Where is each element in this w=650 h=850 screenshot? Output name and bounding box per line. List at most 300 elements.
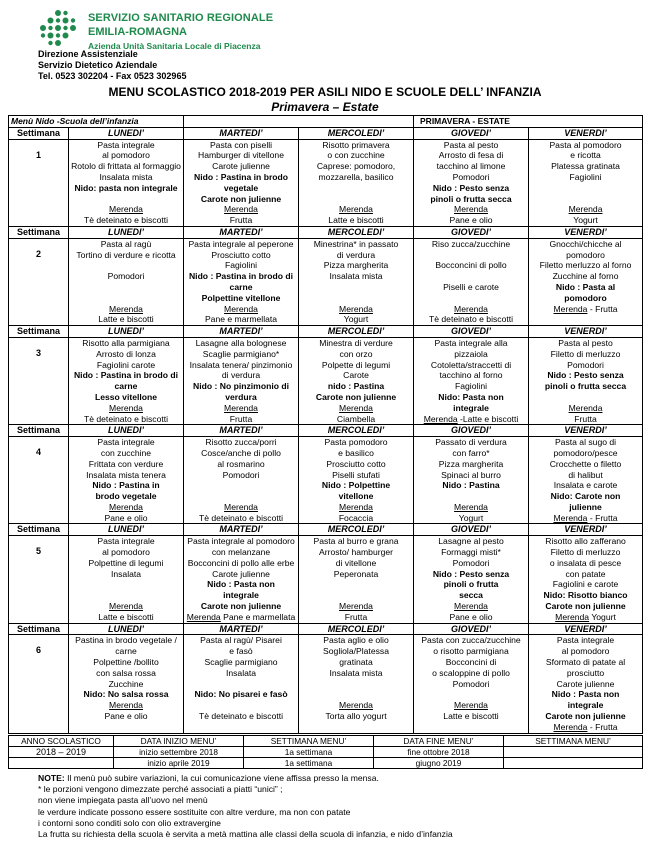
regional-logo xyxy=(38,8,78,48)
dish-line xyxy=(416,293,526,304)
settimana-label: Settimana xyxy=(9,326,69,338)
dish-line: Rotolo di frittata al formaggio xyxy=(71,161,181,172)
menu-cell xyxy=(299,437,414,524)
merenda-line: Merenda xyxy=(454,204,488,215)
menu-cell xyxy=(184,536,299,623)
dish-line: Polpettine /bollito xyxy=(93,657,159,668)
settimana-label: Settimana xyxy=(9,524,69,536)
dish-line: di verdura xyxy=(221,370,261,381)
merenda-label: Merenda xyxy=(553,303,588,314)
season-label: PRIMAVERA - ESTATE xyxy=(414,116,643,128)
day-header: MARTEDI’ xyxy=(184,127,299,139)
merenda-line: Merenda xyxy=(224,402,258,413)
dish-line: con salsa rossa xyxy=(96,667,156,678)
dish-line: di verdura xyxy=(336,249,376,260)
dish-line: Risotto zucca/porri xyxy=(205,437,277,448)
dish-line: Frittata con verdure xyxy=(88,458,164,469)
schedule-table xyxy=(8,735,643,769)
day-header: VENERDI’ xyxy=(529,524,643,536)
dish-line: al pomodoro xyxy=(102,547,150,558)
dish-line: Pomodori xyxy=(452,171,490,182)
dish-line: pomodoro/pesce xyxy=(553,447,618,458)
logo-dot xyxy=(40,25,46,31)
dish-line: Filetto merluzzo al forno xyxy=(539,260,632,271)
menu-cell xyxy=(184,139,299,226)
dish-line: Filetto di merluzzo xyxy=(550,547,621,558)
note-line: non viene impiegata pasta all’uovo nel menù xyxy=(38,795,208,806)
dish-line: Carote julienne xyxy=(556,678,615,689)
dish-line: Arrosto di lonza xyxy=(96,348,156,359)
week-number: 2 xyxy=(9,238,69,325)
merenda-line: Merenda xyxy=(339,700,373,711)
logo-dot xyxy=(63,33,69,39)
dish-line: Polpettine di legumi xyxy=(88,557,164,568)
dish-line: Pomodori xyxy=(452,678,490,689)
menu-cell xyxy=(529,635,643,733)
dish-line xyxy=(301,282,411,293)
dish-line: e fasò xyxy=(229,646,253,657)
dish-line: Piselli e carote xyxy=(443,281,499,292)
dish-line: Bocconcini di pollo alle erbe xyxy=(187,557,295,568)
day-header: MERCOLEDI’ xyxy=(299,127,414,139)
nido-variant: Nido : Pasta non xyxy=(551,689,620,700)
dish-line xyxy=(186,679,296,690)
nido-variant: verdura xyxy=(225,391,257,402)
dish-line: Pasta integrale xyxy=(97,536,155,547)
nido-variant: integrale xyxy=(453,402,489,413)
note-line: La frutta su richiesta della scuola è servita a metà mattina alle classi della scuola di infanzia, e nido d’infanzia xyxy=(38,829,453,840)
logo-dot xyxy=(71,18,75,22)
week-number: 1 xyxy=(9,139,69,226)
day-header: VENERDI’ xyxy=(529,425,643,437)
menu-cell xyxy=(414,238,529,325)
nido-variant: julienne xyxy=(569,501,602,512)
nido-variant: Nido : Pastina in brodo di xyxy=(73,370,179,381)
schedule-cell: inizio aprile 2019 xyxy=(114,758,244,769)
day-header: VENERDI’ xyxy=(529,127,643,139)
nido-variant: carne xyxy=(114,381,138,392)
nido-variant: Carote non julienne xyxy=(545,711,626,722)
dish-line: Latte e biscotti xyxy=(328,215,384,226)
note-line: i contorni sono conditi solo con olio extravergine xyxy=(38,817,221,828)
day-header: MERCOLEDI’ xyxy=(299,425,414,437)
org-name-line2: EMILIA-ROMAGNA xyxy=(88,26,187,38)
dish-line: e basilico xyxy=(338,447,374,458)
dish-line: Bocconcini di xyxy=(445,657,497,668)
dish-line: Piselli stufati xyxy=(332,469,380,480)
dish-line: al rosmarino xyxy=(217,458,265,469)
nido-variant: Nido : Pastina in brodo di xyxy=(188,271,294,282)
schedule-cell: inizio settembre 2018 xyxy=(114,747,244,758)
settimana-label: Settimana xyxy=(9,623,69,635)
nido-variant: Nido: No salsa rossa xyxy=(83,689,169,700)
nido-variant: Carote non julienne xyxy=(315,391,397,402)
week-number: 6 xyxy=(9,635,69,733)
nido-variant: vitellone xyxy=(338,491,374,502)
dish-line: Torta allo yogurt xyxy=(325,711,387,722)
dish-line: Pomodori xyxy=(452,557,490,568)
nido-variant: vegetale xyxy=(223,182,259,193)
day-header: GIOVEDI’ xyxy=(414,623,529,635)
dept-line1: Direzione Assistenziale xyxy=(38,49,138,59)
dish-line: pomodoro xyxy=(566,249,605,260)
dish-line: Pasta al burro e grana xyxy=(313,536,399,547)
menu-cell xyxy=(414,337,529,424)
day-header: LUNEDI’ xyxy=(69,623,184,635)
menu-cell xyxy=(69,337,184,424)
day-header: GIOVEDI’ xyxy=(414,425,529,437)
merenda-line: Merenda -Latte e biscotti xyxy=(423,413,519,424)
merenda-label: Merenda xyxy=(553,721,588,732)
week-row xyxy=(9,437,643,524)
logo-dot xyxy=(48,26,52,30)
dish-line: Tè deteinato e biscotti xyxy=(83,215,169,226)
dish-line: tacchino al limone xyxy=(436,161,506,172)
week-header-row xyxy=(9,425,643,437)
dish-line xyxy=(531,194,640,205)
note-line: le verdure indicate possono essere sostituite con altre verdure, ma non con patate xyxy=(38,806,351,817)
nido-variant: integrale xyxy=(567,700,604,711)
dish-line: Tè deteinato e biscotti xyxy=(83,413,169,424)
page-subtitle: Primavera – Estate xyxy=(271,100,379,114)
dish-line xyxy=(301,194,411,205)
dish-line: pizzaiola xyxy=(454,348,488,359)
dish-line: Risotto primavera xyxy=(322,139,390,150)
schedule-header: ANNO SCOLASTICO xyxy=(9,736,114,747)
dish-line: Minestrina* in passato xyxy=(313,238,399,249)
merenda-line: Merenda - Frutta xyxy=(553,303,618,314)
dish-line: Pane e olio xyxy=(449,611,493,622)
dish-line: con patate xyxy=(565,568,606,579)
dish-line: Ciambella xyxy=(336,413,376,424)
day-header: GIOVEDI’ xyxy=(414,226,529,238)
logo-dot xyxy=(48,18,54,24)
nido-variant: Nido: pasta non integrale xyxy=(74,182,178,193)
nido-variant: Nido : Pastina xyxy=(442,480,500,491)
org-name-line3: Azienda Unità Sanitaria Locale di Piacenza xyxy=(88,41,261,51)
day-header: GIOVEDI’ xyxy=(414,127,529,139)
week-row xyxy=(9,139,643,226)
merenda-line: Merenda xyxy=(568,204,603,215)
dish-line: Zucchine al forno xyxy=(552,271,619,282)
dish-line xyxy=(301,689,411,700)
dish-line: Pasta al sugo di xyxy=(554,437,617,448)
nido-variant: Nido : Polpettine xyxy=(321,480,391,491)
merenda-line: Tè deteinato e biscotti xyxy=(198,711,284,722)
day-header: VENERDI’ xyxy=(529,226,643,238)
dish-line: o insalata di pesce xyxy=(549,557,622,568)
week-header-row xyxy=(9,127,643,139)
dish-line: Latte e biscotti xyxy=(443,711,499,722)
merenda-line: Merenda xyxy=(339,204,373,215)
dish-line: con zucchine xyxy=(100,447,152,458)
dish-line: o scaloppine di pollo xyxy=(432,667,510,678)
day-header: LUNEDI’ xyxy=(69,127,184,139)
logo-dot xyxy=(48,33,54,39)
day-header: GIOVEDI’ xyxy=(414,326,529,338)
dish-line: Insalata mista xyxy=(99,171,153,182)
dish-line: Spinaci al burro xyxy=(441,469,501,480)
dish-line: Arrosto di fesa di xyxy=(438,150,504,161)
dish-line: Passato di verdura xyxy=(435,437,507,448)
merenda-line: Merenda Yogurt xyxy=(555,611,616,622)
dish-line: Yogurt xyxy=(458,512,484,523)
merenda-line: Merenda xyxy=(339,601,373,612)
dish-line: Frutta xyxy=(229,215,253,226)
dish-line: Peperonata xyxy=(333,568,379,579)
menu-cell xyxy=(299,635,414,733)
dish-line: Risotto alla parmigiana xyxy=(82,337,170,348)
dish-line: Fagiolini carote xyxy=(96,359,156,370)
dish-line: Risotto allo zafferano xyxy=(545,536,626,547)
day-header: MARTEDI’ xyxy=(184,623,299,635)
menu-cell xyxy=(69,635,184,733)
menu-type-label: Menù Nido -Scuola dell’infanzia xyxy=(9,116,184,128)
dish-line: Scaglie parmigiano xyxy=(204,657,278,668)
schedule-cell: giugno 2019 xyxy=(374,758,504,769)
day-header: MARTEDI’ xyxy=(184,425,299,437)
nido-variant: Carote non julienne xyxy=(200,193,282,204)
dish-line: Frutta xyxy=(229,413,253,424)
dish-line: Pasta integrale xyxy=(97,437,155,448)
nido-variant: Nido : Pastina in xyxy=(92,480,160,491)
dish-line: di vitellone xyxy=(335,557,377,568)
note-line xyxy=(38,773,638,784)
dish-line: o risotto parmigiana xyxy=(433,646,509,657)
menu-cell xyxy=(299,238,414,325)
logo-dot xyxy=(63,11,67,15)
merenda-line: Merenda xyxy=(339,501,373,512)
logo-dot xyxy=(56,18,60,22)
nido-variant: Nido : Pesto senza xyxy=(432,182,510,193)
nido-variant: secca xyxy=(459,590,483,601)
dish-line: Pasta al pesto xyxy=(558,337,613,348)
dish-line xyxy=(186,491,296,502)
merenda-line: Merenda xyxy=(109,700,143,711)
note-label: NOTE: xyxy=(38,773,65,783)
merenda-line: Merenda xyxy=(339,303,373,314)
day-header: GIOVEDI’ xyxy=(414,524,529,536)
header xyxy=(38,6,338,54)
dish-line: Prosciutto cotto xyxy=(211,249,271,260)
week-header-row xyxy=(9,524,643,536)
dish-line: Pasta al pesto xyxy=(443,139,499,150)
dish-line xyxy=(71,260,181,271)
dish-line: con farro* xyxy=(452,447,490,458)
dish-line: Carote julienne xyxy=(212,568,270,579)
dish-line: Pasta integrale xyxy=(556,635,615,646)
dish-line: Pane e olio xyxy=(104,711,148,722)
menu-cell xyxy=(529,337,643,424)
menu-cell xyxy=(529,238,643,325)
dish-line: Polpette di legumi xyxy=(321,359,391,370)
merenda-line: Merenda xyxy=(339,402,373,413)
merenda-line: Merenda xyxy=(109,204,143,215)
schedule-cell: fine ottobre 2018 xyxy=(374,747,504,758)
merenda-line: Merenda xyxy=(224,303,258,314)
day-header: LUNEDI’ xyxy=(69,425,184,437)
dish-line: Caprese: pomodoro, xyxy=(316,161,396,172)
day-header: MARTEDI’ xyxy=(184,326,299,338)
nido-variant: Nido : Pesto senza xyxy=(432,568,510,579)
department-info xyxy=(38,49,186,82)
dish-line: Prosciutto cotto xyxy=(326,458,386,469)
logo-dot xyxy=(41,33,45,37)
logo-dot xyxy=(55,25,61,31)
dish-line: Pane e olio xyxy=(449,215,493,226)
dish-line xyxy=(301,679,411,690)
dish-line: al pomodoro xyxy=(561,646,610,657)
dish-line: Arrosto/ hamburger xyxy=(318,547,394,558)
dish-line: Bocconcini di pollo xyxy=(435,260,507,271)
schedule-cell: 2018 – 2019 xyxy=(9,747,114,758)
dish-line: di halibut xyxy=(568,469,603,480)
schedule-cell: 1a settimana xyxy=(244,758,374,769)
nido-variant: integrale xyxy=(223,590,259,601)
dish-line xyxy=(301,183,411,194)
dish-line: e ricotta xyxy=(570,150,601,161)
dish-line xyxy=(531,392,640,403)
nido-variant: pinoli o frutta xyxy=(443,579,499,590)
menu-cell xyxy=(69,437,184,524)
nido-variant: pomodoro xyxy=(564,292,607,303)
dish-line: mozzarella, basilico xyxy=(318,171,394,182)
merenda-line: Merenda xyxy=(568,402,603,413)
dish-line: Fagiolini xyxy=(455,381,488,392)
schedule-header: DATA FINE MENU’ xyxy=(374,736,504,747)
dish-line: Pomodori xyxy=(222,469,260,480)
dish-line: Insalata xyxy=(225,667,257,678)
dish-line: Pasta aglio e olio xyxy=(323,635,389,646)
nido-variant: Carote non julienne xyxy=(545,601,626,612)
dish-line: Pizza margherita xyxy=(438,458,504,469)
menu-cell xyxy=(529,536,643,623)
day-header: LUNEDI’ xyxy=(69,524,184,536)
org-name-line1: SERVIZIO SANITARIO REGIONALE xyxy=(88,12,274,24)
merenda-line: Merenda xyxy=(109,501,143,512)
merenda-label: Merenda xyxy=(553,512,588,523)
dish-line: Tortino di verdure e ricotta xyxy=(76,249,176,260)
dish-line: al pomodoro xyxy=(102,150,150,161)
dish-line: Formaggi misti* xyxy=(441,547,501,558)
merenda-line: Merenda xyxy=(454,601,488,612)
dish-line xyxy=(301,293,411,304)
dish-line xyxy=(416,250,526,261)
page-title: MENU SCOLASTICO 2018-2019 PER ASILI NIDO E SCUOLE DELL’ INFANZIA xyxy=(108,85,542,99)
logo-dot xyxy=(70,25,76,31)
dish-line: gratinata xyxy=(339,657,373,668)
nido-variant: Nido: Pasta non xyxy=(438,391,504,402)
dish-line: Fagiolini e carote xyxy=(552,579,619,590)
menu-cell xyxy=(184,238,299,325)
dish-line: Pasta al ragù/ Pisarei xyxy=(200,635,282,646)
dish-line: Pasta integrale al pomodoro xyxy=(187,536,295,547)
dish-line: Minestra di verdure xyxy=(319,337,393,348)
schedule-row xyxy=(9,747,643,758)
dept-contacts: Tel. 0523 302204 - Fax 0523 302965 xyxy=(38,71,187,81)
dish-line: Insalata mista xyxy=(329,271,383,282)
dish-line: Insalata mista tenera xyxy=(86,469,166,480)
dish-line: Scaglie parmigiano* xyxy=(202,348,280,359)
dish-line: Tè deteinato e biscotti xyxy=(198,512,284,523)
merenda-line: Merenda xyxy=(224,204,258,215)
menu-cell xyxy=(299,337,414,424)
nido-variant: pinoli o frutta secca xyxy=(430,193,512,204)
dish-line: o con zucchine xyxy=(327,150,385,161)
merenda-line: Merenda xyxy=(454,700,488,711)
settimana-label: Settimana xyxy=(9,127,69,139)
menu-cell xyxy=(184,437,299,524)
week-header-row xyxy=(9,226,643,238)
nido-variant: carne xyxy=(229,281,253,292)
dish-line: Pane e marmellata xyxy=(204,314,278,325)
dish-line: Pasta al pomodoro xyxy=(549,139,622,150)
dish-line xyxy=(71,579,181,590)
schedule-header: DATA INIZIO MENU’ xyxy=(114,736,244,747)
dish-line: Pasta con piselli xyxy=(209,139,273,150)
dish-line xyxy=(416,271,526,282)
merenda-line: Merenda Pane e marmellata xyxy=(186,611,296,622)
dish-line xyxy=(71,282,181,293)
notes xyxy=(38,773,638,840)
menu-cell xyxy=(299,536,414,623)
menu-cell xyxy=(69,536,184,623)
dish-line: Frutta xyxy=(344,611,368,622)
day-header: LUNEDI’ xyxy=(69,326,184,338)
day-header: VENERDI’ xyxy=(529,326,643,338)
menu-cell xyxy=(414,635,529,733)
dish-line: Pasta con zucca/zucchine xyxy=(421,635,521,646)
week-row xyxy=(9,238,643,325)
nido-variant: Nido : No pinzimonio di xyxy=(193,381,289,392)
nido-variant: Lesso vitellone xyxy=(94,391,158,402)
logo-dot xyxy=(55,40,61,46)
day-header: MERCOLEDI’ xyxy=(299,524,414,536)
week-header-row xyxy=(9,623,643,635)
dish-line: Cotoletta/straccetti di xyxy=(430,359,512,370)
dish-line xyxy=(71,194,181,205)
dish-line: Cosce/anche di pollo xyxy=(201,447,281,458)
dish-line: Fagiolini xyxy=(569,171,602,182)
note-line: * le porzioni vengono dimezzate perché associati a piatti “unici” ; xyxy=(38,784,283,795)
merenda-line: Merenda xyxy=(109,303,143,314)
dish-line: Pomodori xyxy=(107,271,145,282)
dish-line xyxy=(186,700,296,711)
dish-line: Insalata e carote xyxy=(553,480,618,491)
dish-line: Yogurt xyxy=(343,314,369,325)
settimana-label: Settimana xyxy=(9,226,69,238)
dish-line: con melanzane xyxy=(211,547,271,558)
merenda-line: Merenda xyxy=(109,601,143,612)
schedule-header: SETTIMANA MENU’ xyxy=(244,736,374,747)
dish-line: Carote julienne xyxy=(212,161,270,172)
dish-line: Lasagne al pesto xyxy=(438,536,504,547)
schedule-header-row xyxy=(9,736,643,747)
nido-variant: brodo vegetale xyxy=(95,491,157,502)
dish-line xyxy=(71,293,181,304)
dish-line: Insalata mista xyxy=(329,667,383,678)
nido-variant: Nido : Pesto senza xyxy=(547,370,624,381)
dish-line: Pane e olio xyxy=(104,512,148,523)
menu-cell xyxy=(414,536,529,623)
dish-line: Pasta integrale alla xyxy=(434,337,508,348)
merenda-line: Merenda xyxy=(224,501,258,512)
dish-line: tacchino al forno xyxy=(439,370,503,381)
menu-cell xyxy=(69,238,184,325)
menu-cell xyxy=(184,635,299,733)
schedule-cell: 1a settimana xyxy=(244,747,374,758)
dish-line: Pasta integrale al peperone xyxy=(188,238,294,249)
